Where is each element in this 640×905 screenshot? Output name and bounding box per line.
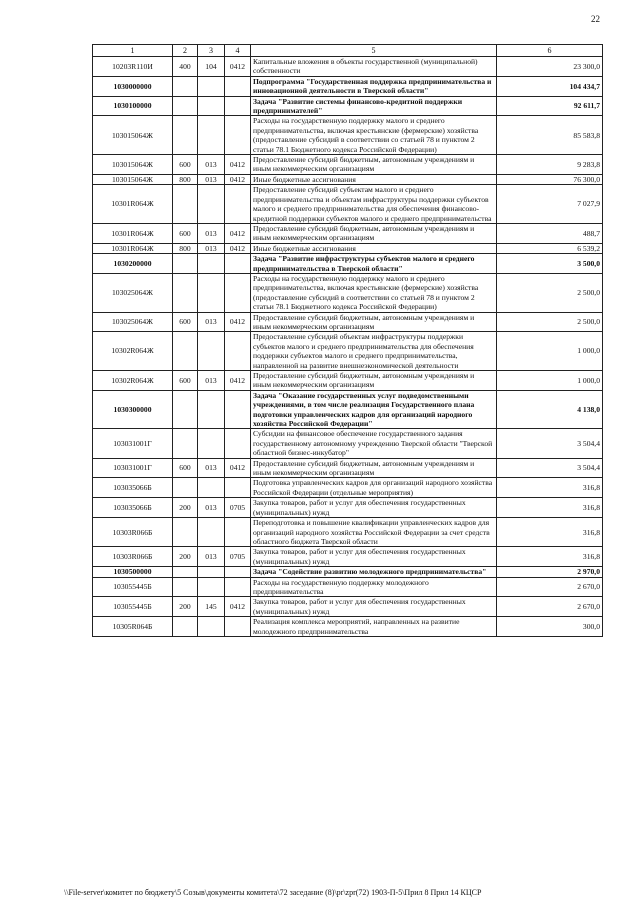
table-row	[93, 332, 603, 371]
cell-col-3	[198, 478, 225, 498]
cell-description: Субсидии на финансовое обеспечение государственного задания государственному автономному учреждению Тверской области "Тверской областной бизнес-инкубатор"	[251, 429, 497, 458]
cell-col-2: 600	[173, 155, 198, 175]
cell-amount: 3 500,0	[497, 254, 603, 274]
cell-col-3: 013	[198, 155, 225, 175]
cell-code: 1030500000	[93, 567, 173, 577]
cell-code: 10301R064Ж	[93, 185, 173, 224]
table-row	[93, 116, 603, 155]
cell-col-3	[198, 96, 225, 116]
cell-col-3	[198, 518, 225, 547]
table-row	[93, 577, 603, 597]
cell-code: 103055445Б	[93, 597, 173, 617]
cell-col-3	[198, 273, 225, 312]
table-row	[93, 518, 603, 547]
cell-code: 10303R066Б	[93, 518, 173, 547]
cell-description: Задача "Развитие инфраструктуры субъектов малого и среднего предпринимательства в Тверской области"	[251, 254, 497, 274]
cell-amount: 316,8	[497, 547, 603, 567]
cell-col-2: 200	[173, 547, 198, 567]
cell-amount: 1 000,0	[497, 371, 603, 391]
cell-description: Предоставление субсидий бюджетным, автономным учреждениям и иным некоммерческим организациям	[251, 371, 497, 391]
cell-col-4	[225, 332, 251, 371]
cell-col-3: 145	[198, 597, 225, 617]
cell-col-4	[225, 577, 251, 597]
cell-col-3	[198, 332, 225, 371]
cell-description: Переподготовка и повышение квалификации управленческих кадров для организаций народного хозяйства Российской Федерации за счет средств областного бюджета Тверской области	[251, 518, 497, 547]
cell-col-4	[225, 567, 251, 577]
cell-code: 103015064Ж	[93, 155, 173, 175]
cell-col-3	[198, 116, 225, 155]
cell-col-3	[198, 390, 225, 429]
cell-col-3	[198, 617, 225, 637]
cell-col-4	[225, 518, 251, 547]
cell-description: Иные бюджетные ассигнования	[251, 174, 497, 184]
cell-amount: 316,8	[497, 518, 603, 547]
cell-code: 103015064Ж	[93, 116, 173, 155]
cell-col-2: 600	[173, 458, 198, 478]
header-col-1: 1	[93, 45, 173, 57]
cell-col-4: 0705	[225, 498, 251, 518]
header-col-5: 5	[251, 45, 497, 57]
cell-col-2	[173, 518, 198, 547]
cell-col-2	[173, 185, 198, 224]
cell-amount: 316,8	[497, 478, 603, 498]
cell-description: Капитальные вложения в объекты государственной (муниципальной) собственности	[251, 57, 497, 77]
cell-col-4: 0412	[225, 223, 251, 243]
cell-description: Расходы на государственную поддержку малого и среднего предпринимательства, включая крестьянские (фермерские) хозяйства (предоставление субсидий в соответствии со статьей 78 и пунктом 2 статьи 78.1 Бюджетного кодекса Российской Федерации)	[251, 116, 497, 155]
cell-col-2: 600	[173, 371, 198, 391]
cell-col-3	[198, 567, 225, 577]
cell-code: 103031001Г	[93, 458, 173, 478]
cell-col-2	[173, 273, 198, 312]
table-row	[93, 76, 603, 96]
cell-col-4	[225, 273, 251, 312]
cell-col-2: 800	[173, 243, 198, 253]
table-row	[93, 185, 603, 224]
cell-description: Подпрограмма "Государственная поддержка предпринимательства и инновационной деятельности в Тверской области"	[251, 76, 497, 96]
cell-amount: 2 970,0	[497, 567, 603, 577]
cell-col-4	[225, 254, 251, 274]
cell-description: Предоставление субсидий бюджетным, автономным учреждениям и иным некоммерческим организациям	[251, 155, 497, 175]
cell-amount: 9 283,8	[497, 155, 603, 175]
cell-code: 103015064Ж	[93, 174, 173, 184]
cell-amount: 3 504,4	[497, 429, 603, 458]
cell-col-4: 0412	[225, 174, 251, 184]
cell-amount: 1 000,0	[497, 332, 603, 371]
header-col-6: 6	[497, 45, 603, 57]
cell-col-3: 013	[198, 458, 225, 478]
cell-description: Предоставление субсидий бюджетным, автономным учреждениям и иным некоммерческим организациям	[251, 223, 497, 243]
budget-table	[92, 44, 603, 637]
table-row	[93, 547, 603, 567]
footer-file-path: \\File-server\комитет по бюджету\5 Созыв\документы комитета\72 заседание (8)\pr\zpr(72) 1903-П-5\Прил 8 Прил 14 КЦСР	[64, 888, 482, 897]
cell-code: 103035066Б	[93, 478, 173, 498]
cell-code: 10203R110И	[93, 57, 173, 77]
cell-col-3: 013	[198, 547, 225, 567]
cell-col-2	[173, 577, 198, 597]
table-row	[93, 429, 603, 458]
cell-code: 103055445Б	[93, 577, 173, 597]
cell-col-4: 0412	[225, 371, 251, 391]
cell-description: Реализация комплекса мероприятий, направленных на развитие молодежного предпринимательства	[251, 617, 497, 637]
cell-col-3: 013	[198, 498, 225, 518]
cell-description: Закупка товаров, работ и услуг для обеспечения государственных (муниципальных) нужд	[251, 498, 497, 518]
cell-col-2	[173, 76, 198, 96]
cell-col-2: 600	[173, 312, 198, 332]
cell-description: Предоставление субсидий бюджетным, автономным учреждениям и иным некоммерческим организациям	[251, 458, 497, 478]
cell-description: Расходы на государственную поддержку малого и среднего предпринимательства, включая крестьянские (фермерские) хозяйства (предоставление субсидий в соответствии со статьей 78 и пунктом 2 статьи 78.1 Бюджетного кодекса Российской Федерации)	[251, 273, 497, 312]
cell-code: 10301R064Ж	[93, 243, 173, 253]
table-row	[93, 567, 603, 577]
cell-code: 10302R064Ж	[93, 371, 173, 391]
cell-col-2	[173, 617, 198, 637]
cell-amount: 4 138,0	[497, 390, 603, 429]
cell-amount: 7 027,9	[497, 185, 603, 224]
table-row	[93, 371, 603, 391]
table-row	[93, 273, 603, 312]
table-row	[93, 478, 603, 498]
cell-amount: 92 611,7	[497, 96, 603, 116]
cell-col-4	[225, 429, 251, 458]
cell-description: Задача "Оказание государственных услуг подведомственными учреждениями, в том числе реализация Государственного плана подготовки управленческих кадров для организаций народного хозяйства Российской Федерации"	[251, 390, 497, 429]
table-row	[93, 458, 603, 478]
cell-col-3	[198, 76, 225, 96]
cell-col-2: 400	[173, 57, 198, 77]
cell-amount: 316,8	[497, 498, 603, 518]
table-row	[93, 597, 603, 617]
cell-col-3: 013	[198, 223, 225, 243]
cell-amount: 76 300,0	[497, 174, 603, 184]
cell-code: 1030100000	[93, 96, 173, 116]
cell-amount: 488,7	[497, 223, 603, 243]
cell-col-4: 0412	[225, 312, 251, 332]
cell-code: 1030200000	[93, 254, 173, 274]
cell-col-3	[198, 254, 225, 274]
cell-col-2: 200	[173, 498, 198, 518]
cell-col-3	[198, 577, 225, 597]
cell-col-4: 0412	[225, 458, 251, 478]
cell-col-3	[198, 429, 225, 458]
cell-amount: 23 300,0	[497, 57, 603, 77]
cell-col-2	[173, 116, 198, 155]
cell-col-2	[173, 96, 198, 116]
cell-code: 10305R064Б	[93, 617, 173, 637]
table-row	[93, 617, 603, 637]
header-col-4: 4	[225, 45, 251, 57]
cell-col-4: 0412	[225, 57, 251, 77]
cell-code: 103025064Ж	[93, 273, 173, 312]
cell-description: Задача "Развитие системы финансово-кредитной поддержки предпринимателей"	[251, 96, 497, 116]
cell-code: 10303R066Б	[93, 547, 173, 567]
cell-code: 103031001Г	[93, 429, 173, 458]
cell-col-4	[225, 76, 251, 96]
cell-description: Предоставление субсидий объектам инфраструктуры поддержки субъектов малого и среднего предпринимательства для обеспечения поддержки субъектов малого и среднего предпринимательства, направленной на развитие внешнеэкономической деятельности	[251, 332, 497, 371]
cell-description: Предоставление субсидий бюджетным, автономным учреждениям и иным некоммерческим организациям	[251, 312, 497, 332]
cell-col-4: 0412	[225, 243, 251, 253]
cell-amount: 2 670,0	[497, 577, 603, 597]
cell-col-4	[225, 185, 251, 224]
cell-col-2	[173, 567, 198, 577]
cell-col-4	[225, 116, 251, 155]
table-row	[93, 174, 603, 184]
cell-col-4: 0412	[225, 155, 251, 175]
cell-description: Закупка товаров, работ и услуг для обеспечения государственных (муниципальных) нужд	[251, 597, 497, 617]
cell-amount: 85 583,8	[497, 116, 603, 155]
cell-amount: 104 434,7	[497, 76, 603, 96]
cell-col-3: 013	[198, 312, 225, 332]
cell-col-4	[225, 96, 251, 116]
cell-col-4	[225, 390, 251, 429]
cell-col-3: 013	[198, 243, 225, 253]
cell-col-3: 013	[198, 371, 225, 391]
cell-col-2: 200	[173, 597, 198, 617]
cell-code: 10301R064Ж	[93, 223, 173, 243]
cell-col-2	[173, 478, 198, 498]
cell-amount: 2 500,0	[497, 312, 603, 332]
cell-description: Закупка товаров, работ и услуг для обеспечения государственных (муниципальных) нужд	[251, 547, 497, 567]
header-row	[93, 45, 603, 57]
cell-col-4: 0705	[225, 547, 251, 567]
cell-col-4: 0412	[225, 597, 251, 617]
table-row	[93, 57, 603, 77]
cell-code: 103025064Ж	[93, 312, 173, 332]
table-row	[93, 254, 603, 274]
cell-amount: 3 504,4	[497, 458, 603, 478]
cell-description: Предоставление субсидий субъектам малого и среднего предпринимательства и объектам инфраструктуры поддержки субъектов малого и среднего предпринимательства для обеспечения финансово-кредитной поддержки субъектов малого и среднего предпринимательства	[251, 185, 497, 224]
table-row	[93, 96, 603, 116]
cell-col-4	[225, 478, 251, 498]
cell-col-2: 800	[173, 174, 198, 184]
cell-col-2	[173, 332, 198, 371]
cell-code: 103035066Б	[93, 498, 173, 518]
cell-code: 1030300000	[93, 390, 173, 429]
table-row	[93, 498, 603, 518]
table-row	[93, 243, 603, 253]
header-col-3: 3	[198, 45, 225, 57]
cell-amount: 6 539,2	[497, 243, 603, 253]
table-row	[93, 312, 603, 332]
page-number: 22	[591, 14, 600, 24]
cell-amount: 2 670,0	[497, 597, 603, 617]
cell-col-4	[225, 617, 251, 637]
cell-col-2: 600	[173, 223, 198, 243]
cell-col-3: 013	[198, 174, 225, 184]
cell-col-3	[198, 185, 225, 224]
cell-amount: 2 500,0	[497, 273, 603, 312]
cell-col-2	[173, 254, 198, 274]
cell-code: 10302R064Ж	[93, 332, 173, 371]
cell-description: Расходы на государственную поддержку молодежного предпринимательства	[251, 577, 497, 597]
table-row	[93, 223, 603, 243]
cell-amount: 300,0	[497, 617, 603, 637]
table-body	[93, 57, 603, 637]
table-row	[93, 390, 603, 429]
cell-code: 1030000000	[93, 76, 173, 96]
table-row	[93, 155, 603, 175]
cell-col-3: 104	[198, 57, 225, 77]
cell-col-2	[173, 429, 198, 458]
cell-col-2	[173, 390, 198, 429]
cell-description: Задача "Содействие развитию молодежного предпринимательства"	[251, 567, 497, 577]
cell-description: Иные бюджетные ассигнования	[251, 243, 497, 253]
cell-description: Подготовка управленческих кадров для организаций народного хозяйства Российской Федерации (отдельные мероприятия)	[251, 478, 497, 498]
header-col-2: 2	[173, 45, 198, 57]
